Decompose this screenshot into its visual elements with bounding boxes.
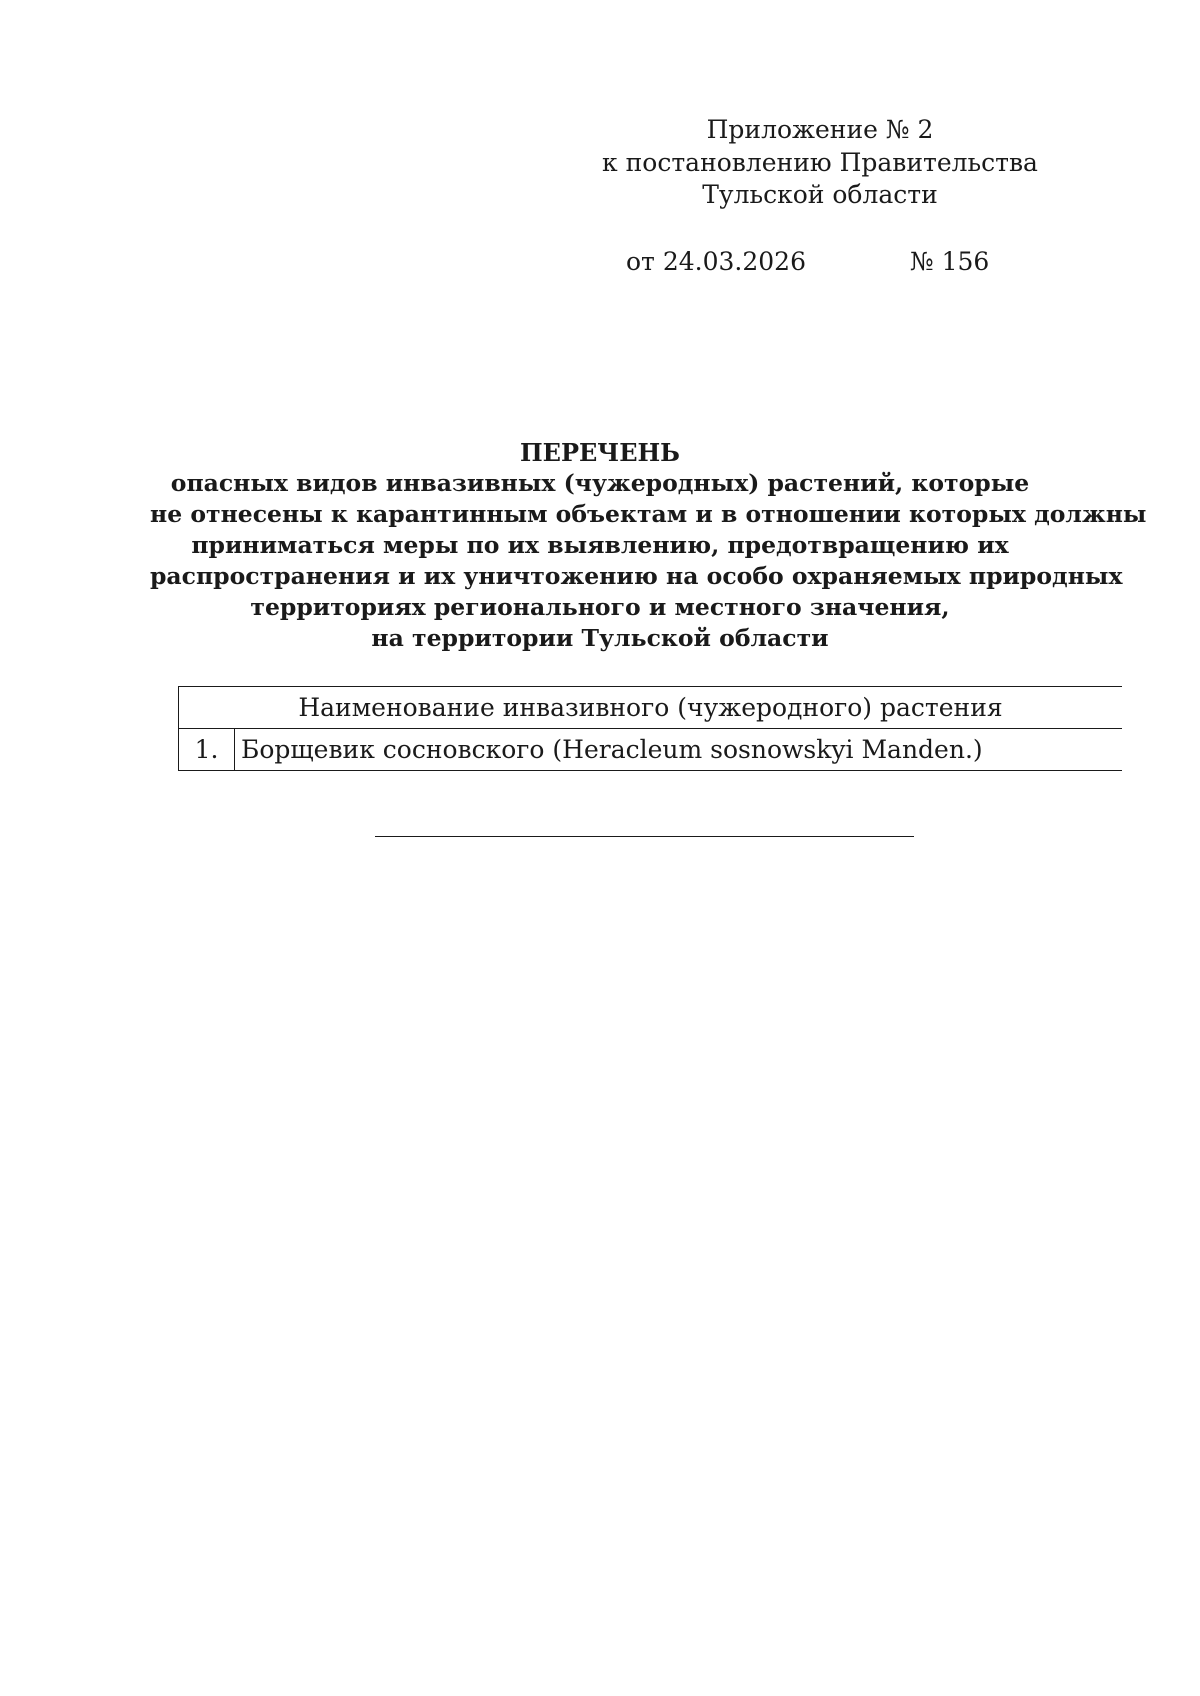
appendix-number: Приложение № 2	[706, 115, 934, 144]
title-line: распространения и их уничтожению на особо охраняемых природных	[150, 562, 1123, 590]
title-line: на территории Тульской области	[371, 624, 829, 652]
title-heading: ПЕРЕЧЕНЬ	[520, 438, 680, 467]
appendix-header	[600, 114, 1040, 212]
resolution-date: от 24.03.2026	[626, 247, 806, 276]
appendix-region: Тульской области	[702, 180, 938, 209]
table-header: Наименование инвазивного (чужеродного) растения	[179, 687, 1123, 729]
resolution-number: № 156	[910, 247, 990, 276]
title-line: опасных видов инвазивных (чужеродных) растений, которые	[170, 469, 1030, 497]
appendix-resolution-ref: к постановлению Правительства	[602, 147, 1038, 177]
title-line: приниматься меры по их выявлению, предотвращению их	[191, 531, 1009, 559]
title-line: не отнесены к карантинным объектам и в отношении которых должны	[150, 500, 1147, 528]
document-title	[150, 437, 1147, 654]
end-divider	[375, 836, 914, 837]
title-line: территориях регионального и местного значения,	[250, 593, 950, 621]
row-number: 1.	[179, 729, 235, 771]
plants-table	[178, 686, 1122, 771]
plant-name: Борщевик сосновского (Heracleum sosnowskyi Manden.)	[235, 729, 1123, 771]
table-header-row	[179, 687, 1123, 729]
table-row	[179, 729, 1123, 771]
